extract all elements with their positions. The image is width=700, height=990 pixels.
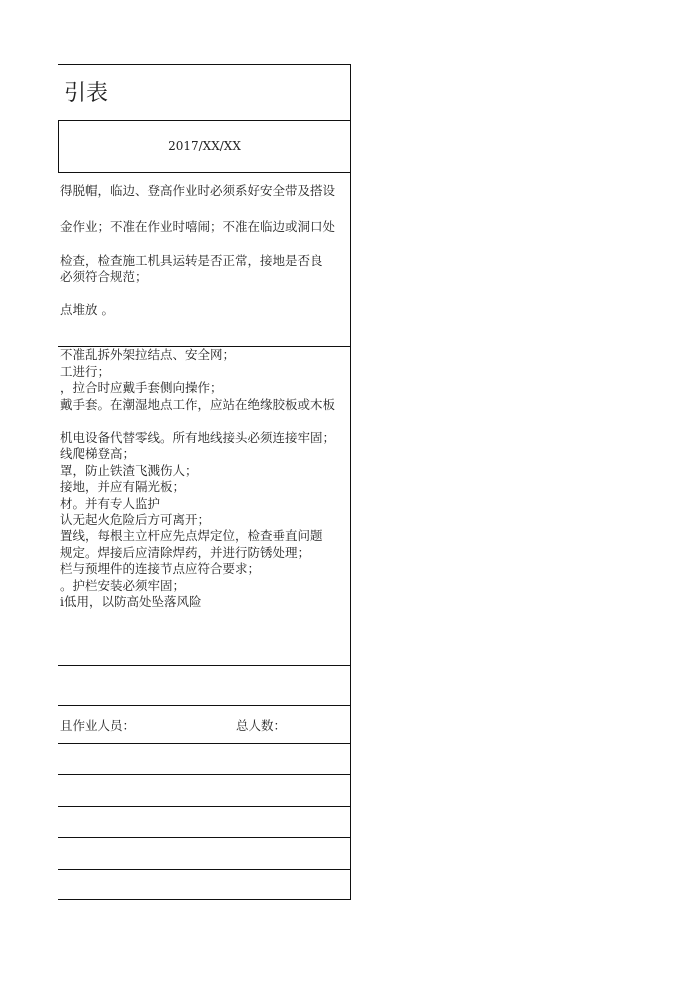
date-value: 2017/XX/XX	[168, 139, 241, 153]
requirement-line: 接地，并应有隔光板；	[60, 479, 186, 494]
workers-label: 且作业人员：	[60, 718, 136, 733]
requirement-line: 得脱帽，临边、登高作业时必须系好安全带及搭设	[60, 183, 336, 198]
total-label: 总人数：	[236, 718, 287, 733]
requirement-line: 不准乱拆外架拉结点、安全网；	[60, 347, 236, 362]
signature-row	[58, 869, 351, 870]
requirement-line: 认无起火危险后方可离开；	[60, 512, 211, 527]
table-top-border	[58, 64, 351, 65]
table-bottom-border	[58, 899, 351, 900]
requirement-line: 戴手套。在潮湿地点工作，应站在绝缘胶板或木板	[60, 397, 336, 412]
row-divider	[58, 705, 351, 706]
requirement-line: 点堆放 。	[60, 302, 114, 317]
requirement-line: 材。并有专人监护	[60, 496, 161, 511]
signature-row	[58, 806, 351, 807]
requirement-line: 罩，防止铁渣飞溅伤人；	[60, 463, 198, 478]
signature-row	[58, 837, 351, 838]
requirement-line: ，拉合时应戴手套侧向操作；	[60, 380, 223, 395]
requirement-line: 规定。焊接后应清除焊药，并进行防锈处理；	[60, 545, 311, 560]
requirement-line: 置线，每根主立杆应先点焊定位，检查垂直问题	[60, 528, 323, 543]
requirement-line: 必须符合规范；	[60, 269, 148, 284]
document-title: 引表	[64, 81, 109, 106]
requirement-line: 机电设备代替零线。所有地线接头必须连接牢固；	[60, 430, 336, 445]
signature-row	[58, 774, 351, 775]
requirement-line: i低用，以防高处坠落风险	[60, 594, 202, 609]
requirement-line: 工进行；	[60, 364, 111, 379]
requirement-line: 金作业；不准在作业时嘻闹；不准在临边或洞口处	[60, 219, 336, 234]
requirement-line: 。护栏安装必须牢固；	[60, 578, 186, 593]
requirement-line: 线爬梯登高；	[60, 446, 136, 461]
row-divider	[58, 665, 351, 666]
requirement-line: 栏与预埋件的连接节点应符合要求；	[60, 561, 261, 576]
date-cell	[58, 120, 351, 173]
row-divider	[58, 743, 351, 744]
requirement-line: 检查，检查施工机具运转是否正常，接地是否良	[60, 253, 323, 268]
